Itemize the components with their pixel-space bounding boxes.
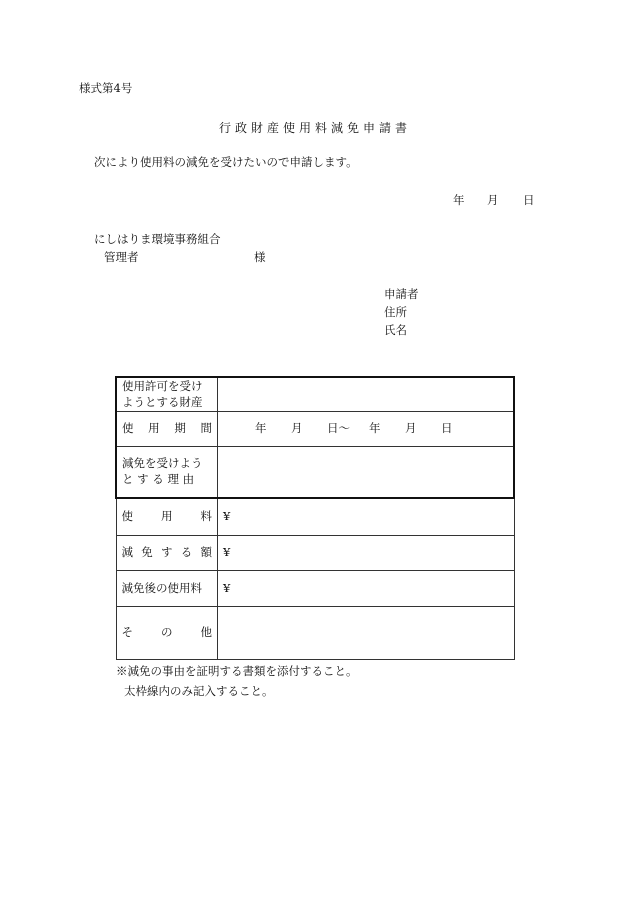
period-start-month: 月	[291, 421, 303, 436]
intro-text: 次により使用料の減免を受けたいので申請します。	[94, 155, 358, 169]
address-label: 住所	[384, 305, 407, 319]
period-end-month: 月	[405, 421, 417, 436]
manager-label: 管理者	[104, 250, 139, 264]
table-row	[116, 498, 514, 536]
table-row	[116, 447, 514, 499]
period-start-day: 日〜	[327, 421, 350, 436]
fee-label: 使 用 料	[116, 498, 218, 536]
table-row	[116, 377, 514, 412]
reason-label: 減免を受けよう と す る 理 由	[116, 447, 218, 499]
reason-field[interactable]	[218, 447, 515, 499]
period-start-year: 年	[255, 421, 267, 436]
period-end-day: 日	[441, 421, 453, 436]
property-label: 使用許可を受け ようとする財産	[116, 377, 218, 412]
date-month-label: 月	[487, 193, 499, 207]
date-day-label: 日	[523, 193, 535, 207]
note-fill-thick-frame: 太枠線内のみ記入すること。	[124, 684, 274, 698]
period-label: 使 用 期 間	[116, 412, 218, 447]
other-label: そ の 他	[116, 607, 218, 660]
fee-field[interactable]	[218, 498, 515, 536]
organization-name: にしはりま環境事務組合	[94, 232, 221, 246]
table-row	[116, 412, 514, 447]
honorific-label: 様	[254, 250, 266, 264]
name-label: 氏名	[384, 323, 407, 337]
yen-symbol: ¥	[223, 545, 231, 560]
yen-symbol: ¥	[223, 509, 231, 524]
application-table	[115, 376, 515, 660]
yen-symbol: ¥	[223, 580, 231, 595]
table-row	[116, 607, 514, 660]
applicant-label: 申請者	[384, 287, 419, 301]
exemption-amount-field[interactable]	[218, 536, 515, 571]
document-title: 行政財産使用料減免申請書	[218, 121, 411, 135]
form-number: 様式第4号	[79, 81, 133, 95]
after-fee-field[interactable]	[218, 571, 515, 607]
note-attach-documents: ※減免の事由を証明する書類を添付すること。	[116, 664, 358, 678]
table-row	[116, 536, 514, 571]
exemption-amount-label: 減 免 す る 額	[116, 536, 218, 571]
table-row	[116, 571, 514, 607]
period-end-year: 年	[369, 421, 381, 436]
other-field[interactable]	[218, 607, 515, 660]
period-field[interactable]	[218, 412, 515, 447]
date-year-label: 年	[453, 193, 465, 207]
property-field[interactable]	[218, 377, 515, 412]
after-fee-label: 減免後の使用料	[116, 571, 218, 607]
